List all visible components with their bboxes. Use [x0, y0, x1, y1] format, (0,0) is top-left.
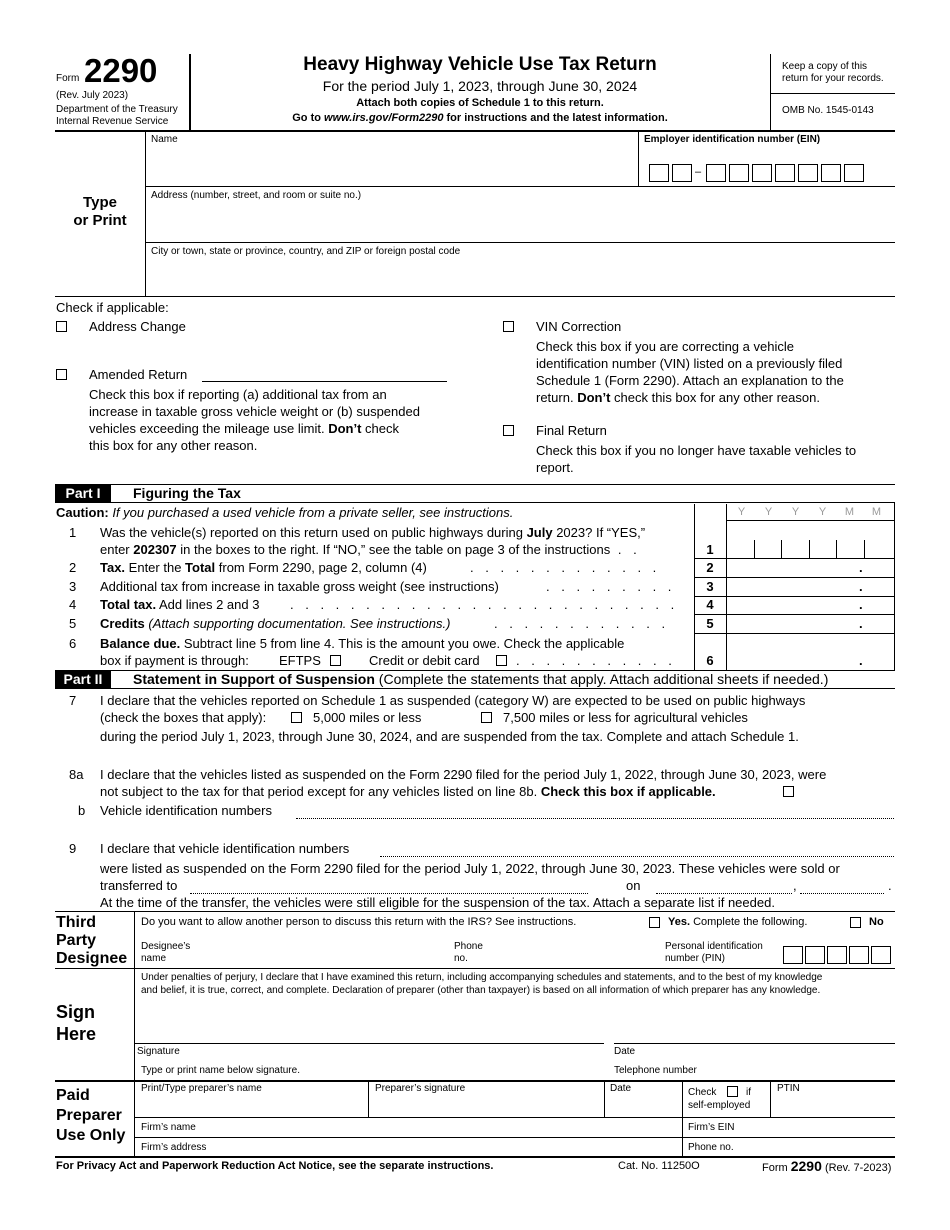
- line-4-box-number: 4: [706, 597, 714, 612]
- ptin-field[interactable]: [773, 1096, 893, 1116]
- line-6-box-number: 6: [706, 653, 714, 668]
- line-8a-text-b: not subject to the tax for that period except for any vehicles listed on line 8b. Check this box if applicable.: [100, 784, 716, 799]
- designee-name-label: Designee’s name: [141, 941, 191, 964]
- tax-period: For the period July 1, 2023, through June 30, 2024: [322, 78, 638, 94]
- line-8a-number: 8a: [69, 767, 84, 782]
- phone-field[interactable]: [742, 1139, 893, 1155]
- line-1-box-number: 1: [706, 542, 714, 557]
- amended-text-3: vehicles exceeding the mileage use limit. Don’t check: [89, 421, 399, 436]
- designee-yes-checkbox[interactable]: [649, 917, 660, 928]
- 7500-miles-checkbox[interactable]: [481, 712, 492, 723]
- line-1-number: 1: [69, 525, 77, 540]
- line-9-on: on: [626, 878, 641, 893]
- type-or-print-heading: Type or Print: [73, 194, 127, 229]
- privacy-notice: For Privacy Act and Paperwork Reduction Act Notice, see the separate instructions.: [56, 1160, 494, 1172]
- line-7-text-c: during the period July 1, 2023, through June 30, 2024, and are suspended from the tax. Complete and attach Schedule 1.: [100, 729, 799, 744]
- form-revision: (Rev. July 2023): [56, 90, 129, 101]
- sign-date-label: Date: [614, 1046, 636, 1057]
- applicable-heading: Check if applicable:: [56, 300, 169, 315]
- irs-link[interactable]: www.irs.gov/Form2290: [324, 112, 444, 124]
- telephone-label: Telephone number: [614, 1065, 697, 1076]
- transfer-year-line[interactable]: [800, 893, 884, 894]
- form-title: Heavy Highway Vehicle Use Tax Return: [303, 54, 657, 75]
- ptin-label: PTIN: [777, 1083, 800, 1094]
- line-6-number: 6: [69, 636, 77, 651]
- line-3-box-number: 3: [706, 579, 714, 594]
- designee-name-field[interactable]: [200, 941, 440, 965]
- self-employed-label: self-employed: [688, 1100, 751, 1111]
- footer-form-id: Form 2290 (Rev. 7-2023): [762, 1158, 892, 1174]
- firm-address-field[interactable]: [215, 1139, 679, 1155]
- eftps-checkbox[interactable]: [330, 655, 341, 666]
- vin-correction-label: VIN Correction: [536, 319, 622, 334]
- form-number: 2290: [84, 52, 158, 89]
- self-employed-check-label: Check: [688, 1087, 717, 1098]
- vin-correction-checkbox[interactable]: [503, 321, 514, 332]
- line-9-text-c: transferred to: [100, 878, 178, 893]
- firm-ein-field[interactable]: [742, 1119, 893, 1136]
- firm-address-label: Firm’s address: [141, 1142, 207, 1153]
- amended-return-label: Amended Return: [89, 367, 188, 382]
- line-9-text-a: I declare that vehicle identification numbers: [100, 841, 350, 856]
- keep-copy-line-1: Keep a copy of this: [782, 61, 868, 72]
- vin-text-4: return. Don’t check this box for any other reason.: [536, 390, 820, 405]
- caution: Caution: If you purchased a used vehicle from a private seller, see instructions.: [56, 505, 514, 520]
- print-name-label: Type or print name below signature.: [141, 1065, 300, 1076]
- preparer-signature-label: Preparer’s signature: [375, 1083, 466, 1094]
- keep-copy-line-2: return for your records.: [782, 73, 884, 84]
- agency: Internal Revenue Service: [56, 116, 169, 127]
- designee-pin-label: Personal identification number (PIN): [665, 941, 763, 964]
- line-8b-text: Vehicle identification numbers: [100, 803, 272, 818]
- part-2-title: Statement in Support of Suspension (Complete the statements that apply. Attach additional sheets if needed.): [133, 671, 829, 687]
- amended-text-1: Check this box if reporting (a) additional tax from an: [89, 387, 387, 402]
- perjury-line-1: Under penalties of perjury, I declare that I have examined this return, including accompanying schedules and statements, and to the best of my knowledge: [141, 972, 823, 983]
- preparer-name-label: Print/Type preparer’s name: [141, 1083, 262, 1094]
- line-1-text-a: Was the vehicle(s) reported on this return used on public highways during July 2023? If “YES,”: [100, 525, 646, 540]
- address-change-checkbox[interactable]: [56, 321, 67, 332]
- final-text-2: report.: [536, 460, 574, 475]
- paid-preparer-heading: Paid Preparer Use Only: [56, 1087, 126, 1144]
- 7500-miles-label: 7,500 miles or less for agricultural vehicles: [503, 710, 748, 725]
- 5000-miles-label: 5,000 miles or less: [313, 710, 422, 725]
- line-5-text: Credits (Attach supporting documentation. See instructions.): [100, 616, 451, 631]
- amended-return-line[interactable]: [202, 381, 447, 382]
- preparer-date-label: Date: [610, 1083, 632, 1094]
- line-9-vin-line[interactable]: [380, 856, 894, 857]
- ein-label: Employer identification number (EIN): [644, 134, 821, 145]
- city-label: City or town, state or province, country, and ZIP or foreign postal code: [151, 246, 461, 257]
- line-3-text: Additional tax from increase in taxable gross weight (see instructions): [100, 579, 499, 594]
- line-3-number: 3: [69, 579, 77, 594]
- designee-yes-label: Yes. Complete the following.: [668, 916, 808, 928]
- omb-number: OMB No. 1545-0143: [782, 105, 874, 116]
- line-6-text-b: box if payment is through:: [100, 653, 249, 668]
- line-2-text: Tax. Enter the Total from Form 2290, page 2, column (4): [100, 560, 427, 575]
- vin-text-3: Schedule 1 (Form 2290). Attach an explanation to the: [536, 373, 844, 388]
- line-7-text-b: (check the boxes that apply):: [100, 710, 267, 725]
- ein-dash: –: [695, 166, 702, 178]
- line-4-amount-field[interactable]: [727, 596, 893, 613]
- phone-label: Phone no.: [688, 1142, 734, 1153]
- line-8a-checkbox[interactable]: [783, 786, 794, 797]
- third-party-heading: Third Party Designee: [56, 914, 128, 967]
- city-field[interactable]: [146, 259, 891, 295]
- vin-text-1: Check this box if you are correcting a vehicle: [536, 339, 794, 354]
- line-7-text-a: I declare that the vehicles reported on Schedule 1 as suspended (category W) are expected to be used on public highways: [100, 693, 806, 708]
- sign-date-field[interactable]: [615, 1004, 893, 1042]
- self-employed-checkbox[interactable]: [727, 1086, 738, 1097]
- firm-name-label: Firm’s name: [141, 1122, 196, 1133]
- preparer-date-field[interactable]: [607, 1096, 679, 1116]
- line-1-text-b: enter 202307 in the boxes to the right. If “NO,” see the table on page 3 of the instructions . .: [100, 542, 641, 557]
- line-9-number: 9: [69, 841, 77, 856]
- card-checkbox[interactable]: [496, 655, 507, 666]
- part-2-tag: Part II: [55, 671, 111, 688]
- line-6-text-a: Balance due. Subtract line 5 from line 4. This is the amount you owe. Check the applicable: [100, 636, 625, 651]
- name-field[interactable]: [146, 146, 636, 186]
- part-1-title: Figuring the Tax: [133, 485, 241, 501]
- designee-no-label: No: [869, 916, 884, 928]
- final-return-label: Final Return: [536, 423, 607, 438]
- line-2-box-number: 2: [706, 560, 714, 575]
- line-9-text-d: At the time of the transfer, the vehicles were still eligible for the suspension of the tax. Attach a separate list if needed.: [100, 895, 775, 910]
- designee-question: Do you want to allow another person to discuss this return with the IRS? See instructions.: [141, 916, 577, 928]
- address-field[interactable]: [146, 203, 891, 241]
- preparer-signature-field[interactable]: [371, 1096, 601, 1116]
- line-4-number: 4: [69, 597, 77, 612]
- instructions-note: Go to www.irs.gov/Form2290 for instructions and the latest information.: [292, 112, 668, 124]
- designee-phone-field[interactable]: [490, 941, 650, 965]
- vin-entry-line[interactable]: [296, 818, 894, 819]
- line-4-text: Total tax. Add lines 2 and 3: [100, 597, 260, 612]
- final-return-checkbox[interactable]: [503, 425, 514, 436]
- line-8a-text-a: I declare that the vehicles listed as suspended on the Form 2290 filed for the period July 1, 2022, through June 30, 2023, were: [100, 767, 827, 782]
- address-change-label: Address Change: [89, 319, 186, 334]
- line-9-text-b: were listed as suspended on the Form 2290 filed for the period July 1, 2022, through June 30, 2023. These vehicles were sold or: [100, 861, 840, 876]
- line-3-amount-field[interactable]: [727, 578, 893, 595]
- vin-text-2: identification number (VIN) listed on a previously filed: [536, 356, 843, 371]
- designee-no-checkbox[interactable]: [850, 917, 861, 928]
- line-5-number: 5: [69, 616, 77, 631]
- firm-ein-label: Firm’s EIN: [688, 1122, 735, 1133]
- signature-label: Signature: [137, 1046, 180, 1057]
- form-word: Form: [56, 73, 80, 84]
- line-5-box-number: 5: [706, 616, 714, 631]
- 5000-miles-checkbox[interactable]: [291, 712, 302, 723]
- firm-name-field[interactable]: [205, 1119, 679, 1136]
- catalog-number: Cat. No. 11250O: [618, 1160, 700, 1172]
- amended-return-checkbox[interactable]: [56, 369, 67, 380]
- signature-field[interactable]: [137, 1004, 603, 1042]
- part-1-tag: Part I: [55, 485, 111, 502]
- sign-here-heading: Sign Here: [56, 1002, 97, 1044]
- line-6-amount-field[interactable]: [727, 634, 893, 669]
- address-label: Address (number, street, and room or suite no.): [151, 190, 362, 201]
- attach-note: Attach both copies of Schedule 1 to this return.: [356, 97, 604, 109]
- eftps-label: EFTPS: [279, 653, 321, 668]
- line-5-amount-field[interactable]: [727, 615, 893, 632]
- amended-text-2: increase in taxable gross vehicle weight or (b) suspended: [89, 404, 420, 419]
- perjury-line-2: and belief, it is true, correct, and complete. Declaration of preparer (other than taxpayer) is based on all information of which preparer has any knowledge.: [141, 985, 821, 996]
- name-label: Name: [151, 134, 178, 145]
- line-8b-number: b: [78, 803, 86, 818]
- designee-phone-label: Phone no.: [454, 941, 483, 964]
- preparer-name-field[interactable]: [137, 1096, 365, 1116]
- final-text-1: Check this box if you no longer have taxable vehicles to: [536, 443, 857, 458]
- department: Department of the Treasury: [56, 104, 178, 115]
- line-2-number: 2: [69, 560, 77, 575]
- line-7-number: 7: [69, 693, 77, 708]
- amended-text-4: this box for any other reason.: [89, 438, 258, 453]
- card-label: Credit or debit card: [369, 653, 480, 668]
- line-2-amount-field[interactable]: [727, 559, 893, 576]
